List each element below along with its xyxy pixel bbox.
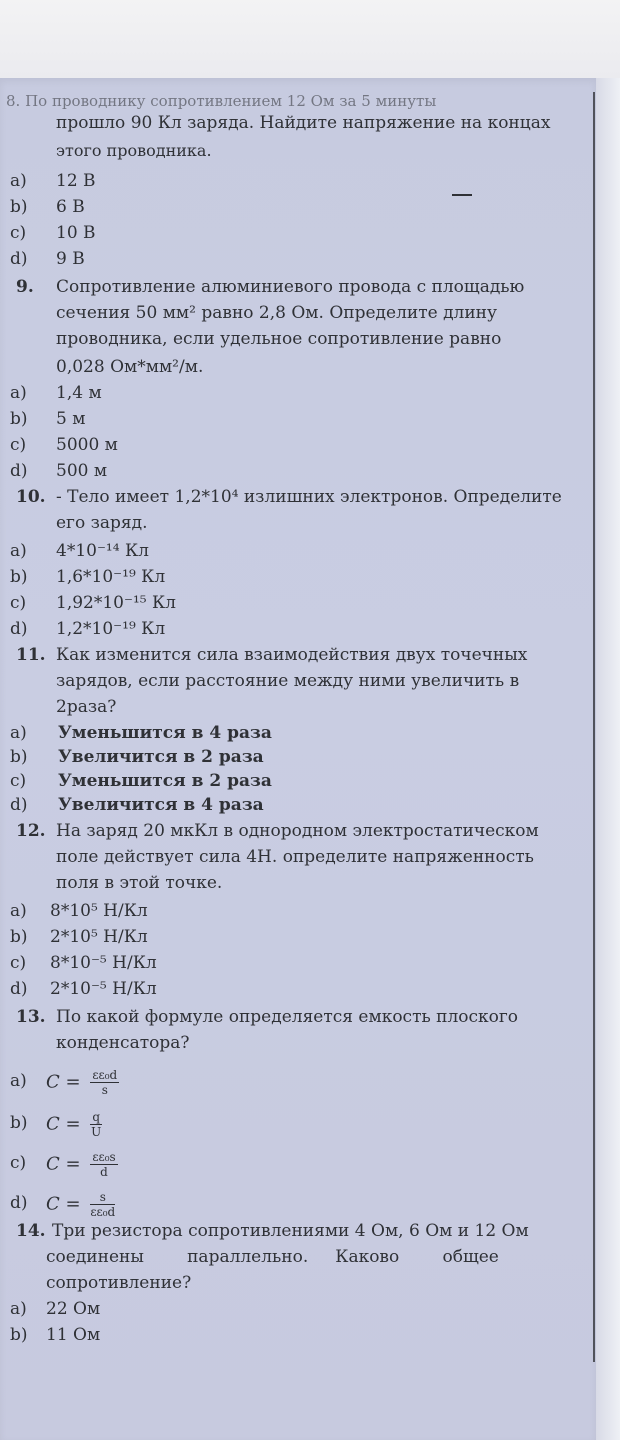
fraction-c: $\frac{\text{εε₀s}}{d}$ (92, 1150, 116, 1179)
fraction-a: $\frac{\text{εε₀d}}{s}$ (92, 1068, 118, 1097)
formula-c: C = $\frac{\text{εε₀s}}{d}$ (46, 1150, 116, 1179)
test-content: 8. По проводнику сопротивлением 12 Ом за 5 минуты прошло 90 Кл заряда. Найдите напряжение на концах этого проводника. a) 12 В b) 6 В c) 10 В d) 9 В 9. Сопротивление алюминиевого провода с площадью сечения 50 мм² равно 2,8 Ом. Определите длину проводника, если удельное сопротивление равно 0,028 Ом*мм²/м. a) 1,4 м b) 5 м c) 5000 м d) 500 м 10. - Тело имеет 1,2*10⁴ излишних электронов. Определите его заряд. a) 4*10⁻¹⁴ Кл b) 1,6*10⁻¹⁹ Кл c) 1,92*10⁻¹⁵ Кл d) 1,2*10⁻¹⁹ Кл 11. Как изменится сила взаимодействия двух точечных зарядов, если расстояние между ними увеличить в 2раза? a) Уменьшится в 4 раза b) Увеличится в 2 раза c) Уменьшится в 2 раза d) Увеличится в 4 раза 12. На заряд 20 мкКл в однородном электростатическом поле действует сила 4Н. определите напряженность поля в этой точке. a) 8*10⁵ Н/Кл b) 2*10⁵ Н/Кл c) 8*10⁻⁵ Н/Кл d) 2*10⁻⁵ Н/Кл 13. По какой формуле определяется емкость плоского конденсатора? a) C = $\frac{\text{εε₀d}}{s}$ b) C = $\frac{q}{U}$ c) C = $\frac{\text{εε₀s}}{d}$ d) C = $\frac{s}{\text{εε₀d}}$ 14. Три резистора сопротивлениями 4 Ом, 6 Ом и 12 Ом соединены параллельно. Каково общее сопротивление? a) 22 Ом b) 11 Ом (0, 82, 592, 1422)
question-13-option-c: c) C = $\frac{\text{εε₀s}}{d}$ (10, 1150, 116, 1179)
formula-b: C = $\frac{q}{U}$ (46, 1110, 102, 1139)
page-border-line (593, 92, 595, 1362)
fraction-d: $\frac{s}{\text{εε₀d}}$ (90, 1190, 116, 1219)
question-13-option-a: a) C = $\frac{\text{εε₀d}}{s}$ (10, 1068, 118, 1097)
fraction-b: $\frac{q}{U}$ (91, 1110, 102, 1139)
paper-right-edge (596, 78, 620, 1440)
question-13-option-d: d) C = $\frac{s}{\text{εε₀d}}$ (10, 1190, 116, 1219)
formula-a: C = $\frac{\text{εε₀d}}{s}$ (46, 1068, 118, 1097)
question-13-option-b: b) C = $\frac{q}{U}$ (10, 1110, 102, 1139)
formula-d: C = $\frac{s}{\text{εε₀d}}$ (46, 1190, 116, 1219)
